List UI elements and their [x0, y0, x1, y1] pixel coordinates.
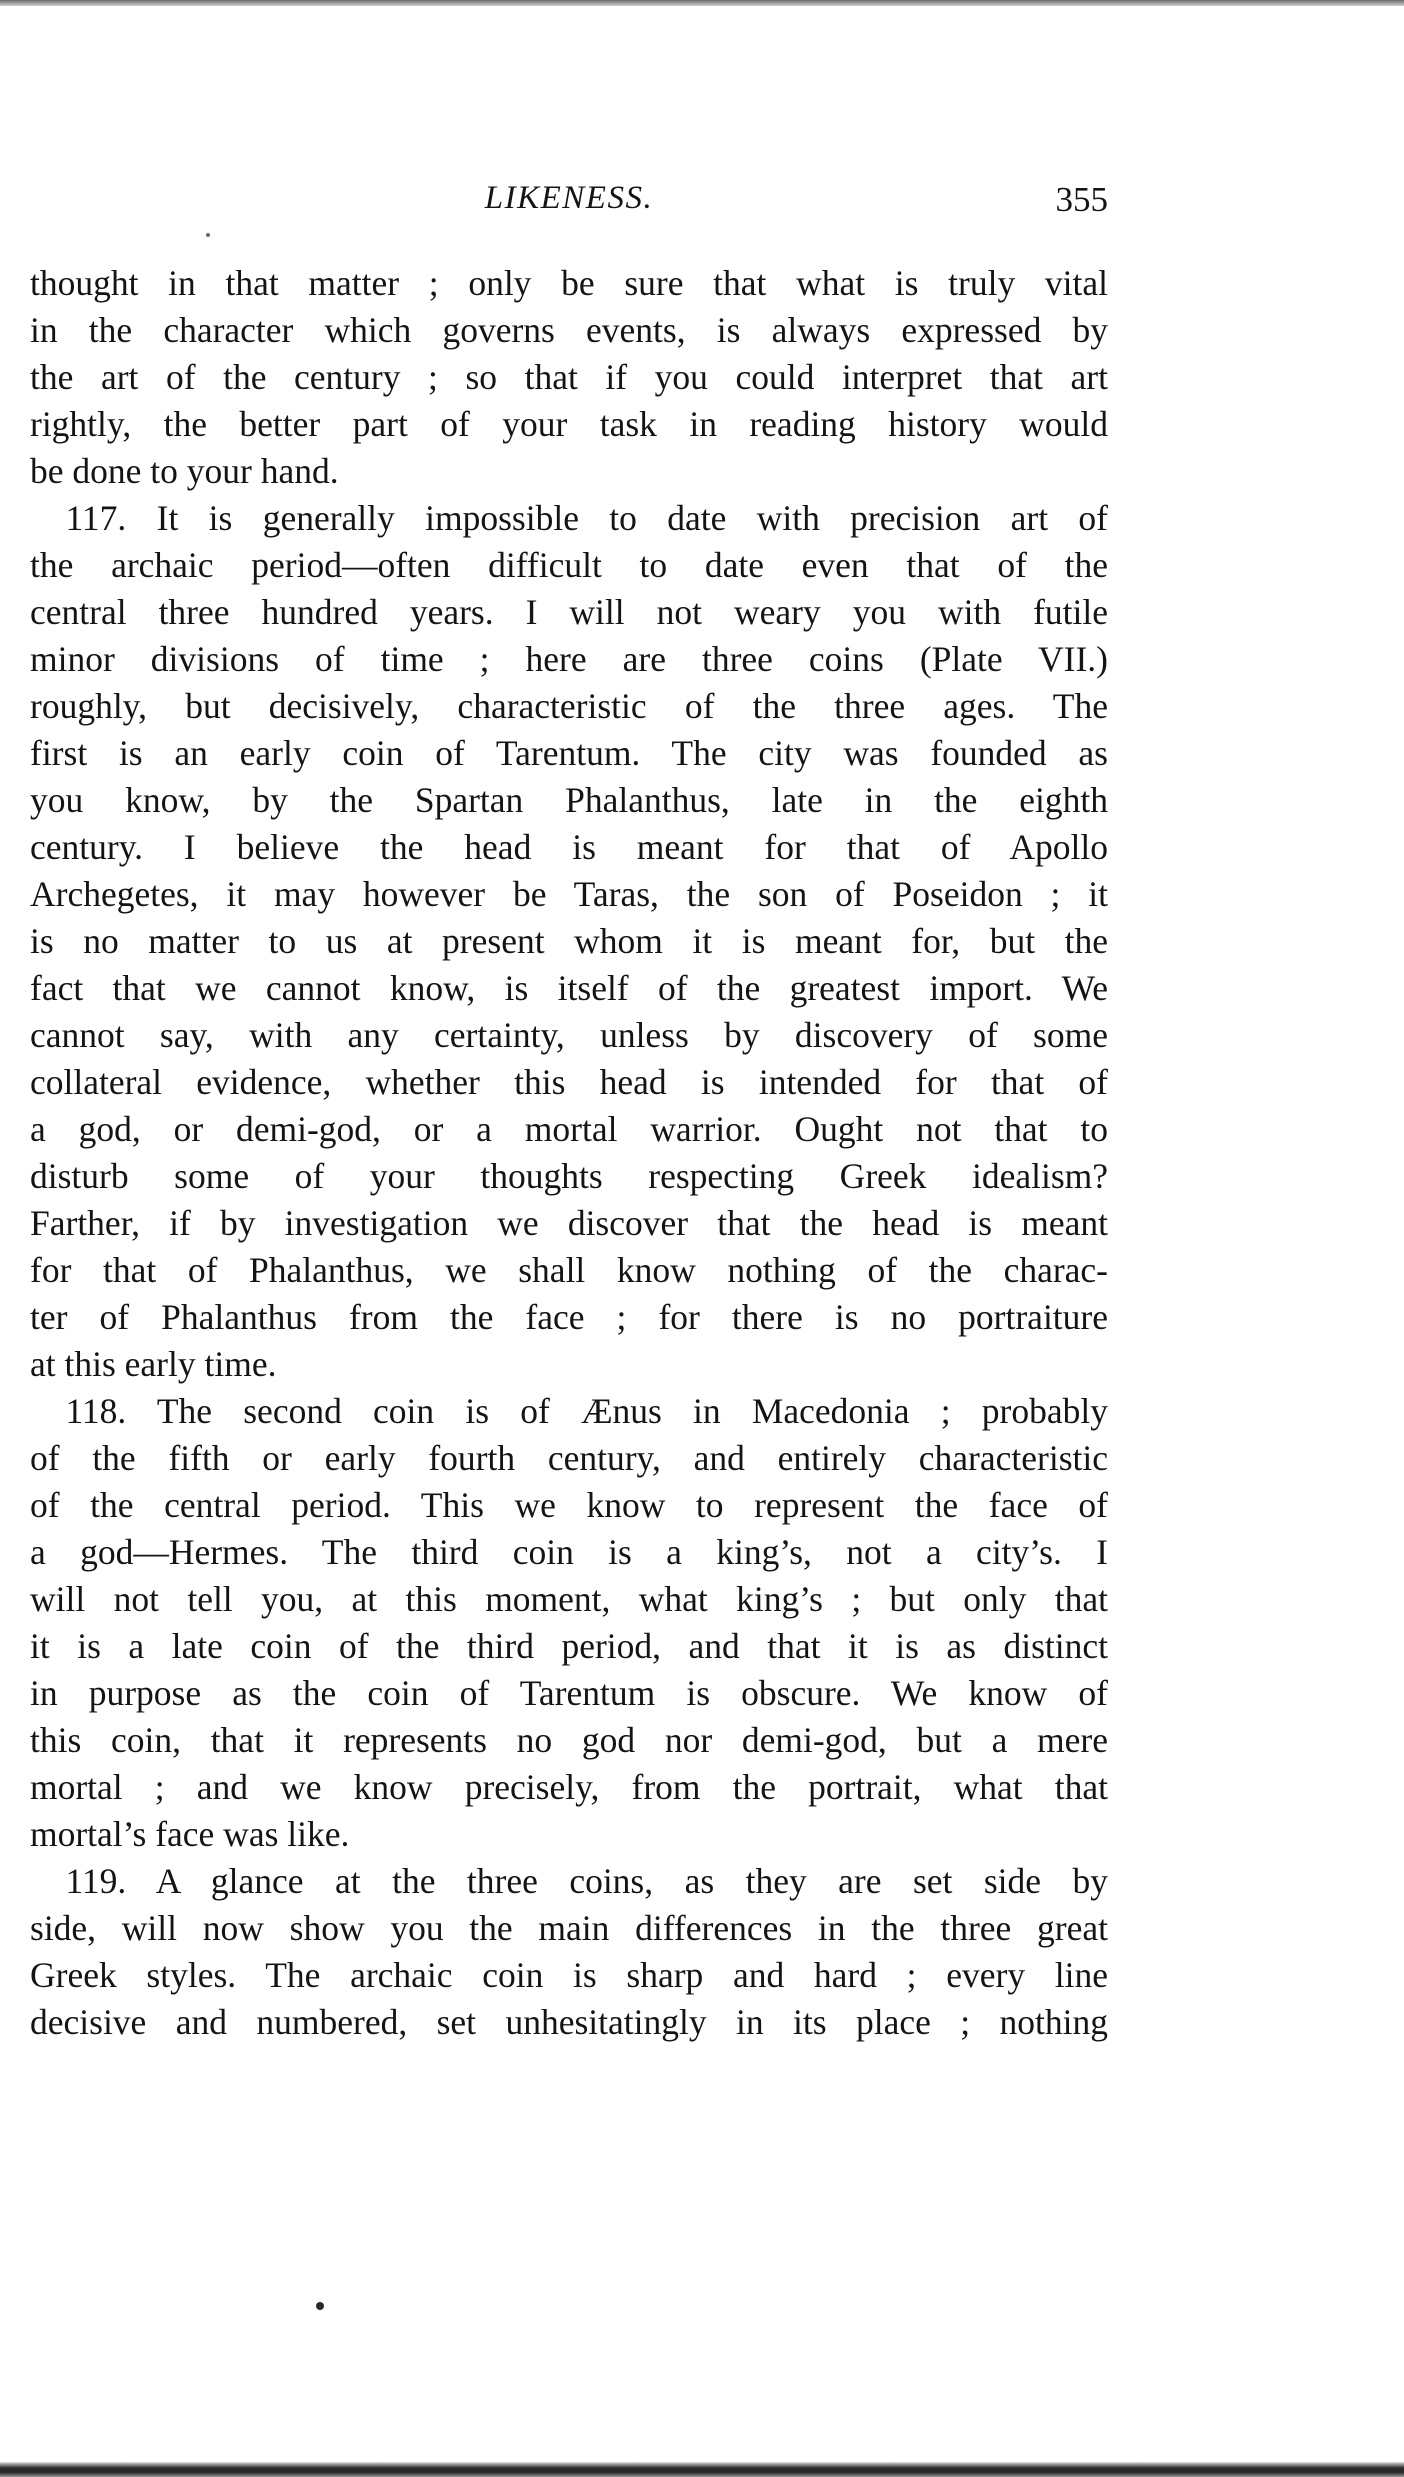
text-line: cannot say, with any certainty, unless by discovery of some [30, 1015, 1108, 1055]
text-line: in purpose as the coin of Tarentum is obscure. We know of [30, 1673, 1108, 1713]
text-line: it is a late coin of the third period, and that it is as distinct [30, 1626, 1108, 1666]
text-line: 117. It is generally impossible to date with precision art of [30, 498, 1108, 538]
text-line: 119. A glance at the three coins, as they are set side by [30, 1861, 1108, 1901]
text-line: side, will now show you the main differences in the three great [30, 1908, 1108, 1948]
text-line: be done to your hand. [30, 451, 339, 491]
running-header [30, 180, 1108, 224]
text-line: collateral evidence, whether this head is intended for that of [30, 1062, 1108, 1102]
text-line: at this early time. [30, 1344, 277, 1384]
text-line: you know, by the Spartan Phalanthus, late in the eighth [30, 780, 1108, 820]
text-line: first is an early coin of Tarentum. The city was founded as [30, 733, 1108, 773]
text-line: the art of the century ; so that if you could interpret that art [30, 357, 1108, 397]
text-line: roughly, but decisively, characteristic of the three ages. The [30, 686, 1108, 726]
ink-dot [206, 233, 210, 237]
page-number: 355 [1055, 180, 1108, 219]
body-text [30, 260, 1108, 2046]
text-line: will not tell you, at this moment, what king’s ; but only that [30, 1579, 1108, 1619]
text-line: Farther, if by investigation we discover that the head is meant [30, 1203, 1108, 1243]
text-line: mortal ; and we know precisely, from the portrait, what that [30, 1767, 1108, 1807]
text-line: the archaic period—often difficult to date even that of the [30, 545, 1108, 585]
text-line: thought in that matter ; only be sure that what is truly vital [30, 263, 1108, 303]
text-line: central three hundred years. I will not weary you with futile [30, 592, 1108, 632]
text-line: of the central period. This we know to represent the face of [30, 1485, 1108, 1525]
text-line: in the character which governs events, is always expressed by [30, 310, 1108, 350]
text-line: of the fifth or early fourth century, and entirely characteristic [30, 1438, 1108, 1478]
running-title: LIKENESS. [484, 180, 654, 216]
text-line: Archegetes, it may however be Taras, the son of Poseidon ; it [30, 874, 1108, 914]
text-line: is no matter to us at present whom it is meant for, but the [30, 921, 1108, 961]
text-line: ter of Phalanthus from the face ; for there is no portraiture [30, 1297, 1108, 1337]
text-line: fact that we cannot know, is itself of the greatest import. We [30, 968, 1108, 1008]
ink-speck [316, 2302, 324, 2310]
text-line: Greek styles. The archaic coin is sharp and hard ; every line [30, 1955, 1108, 1995]
text-line: rightly, the better part of your task in reading history would [30, 404, 1108, 444]
text-line: a god, or demi-god, or a mortal warrior. Ought not that to [30, 1109, 1108, 1149]
text-line: for that of Phalanthus, we shall know nothing of the charac- [30, 1250, 1108, 1290]
text-line: century. I believe the head is meant for that of Apollo [30, 827, 1108, 867]
bottom-page-edge [0, 2462, 1404, 2477]
top-page-edge [0, 0, 1404, 6]
text-line: minor divisions of time ; here are three coins (Plate VII.) [30, 639, 1108, 679]
text-line: mortal’s face was like. [30, 1814, 350, 1854]
text-line: 118. The second coin is of Ænus in Macedonia ; probably [30, 1391, 1108, 1431]
text-line: this coin, that it represents no god nor demi-god, but a mere [30, 1720, 1108, 1760]
text-line: disturb some of your thoughts respecting Greek idealism? [30, 1156, 1108, 1196]
text-line: a god—Hermes. The third coin is a king’s, not a city’s. I [30, 1532, 1108, 1572]
text-line: decisive and numbered, set unhesitatingly in its place ; nothing [30, 2002, 1108, 2042]
